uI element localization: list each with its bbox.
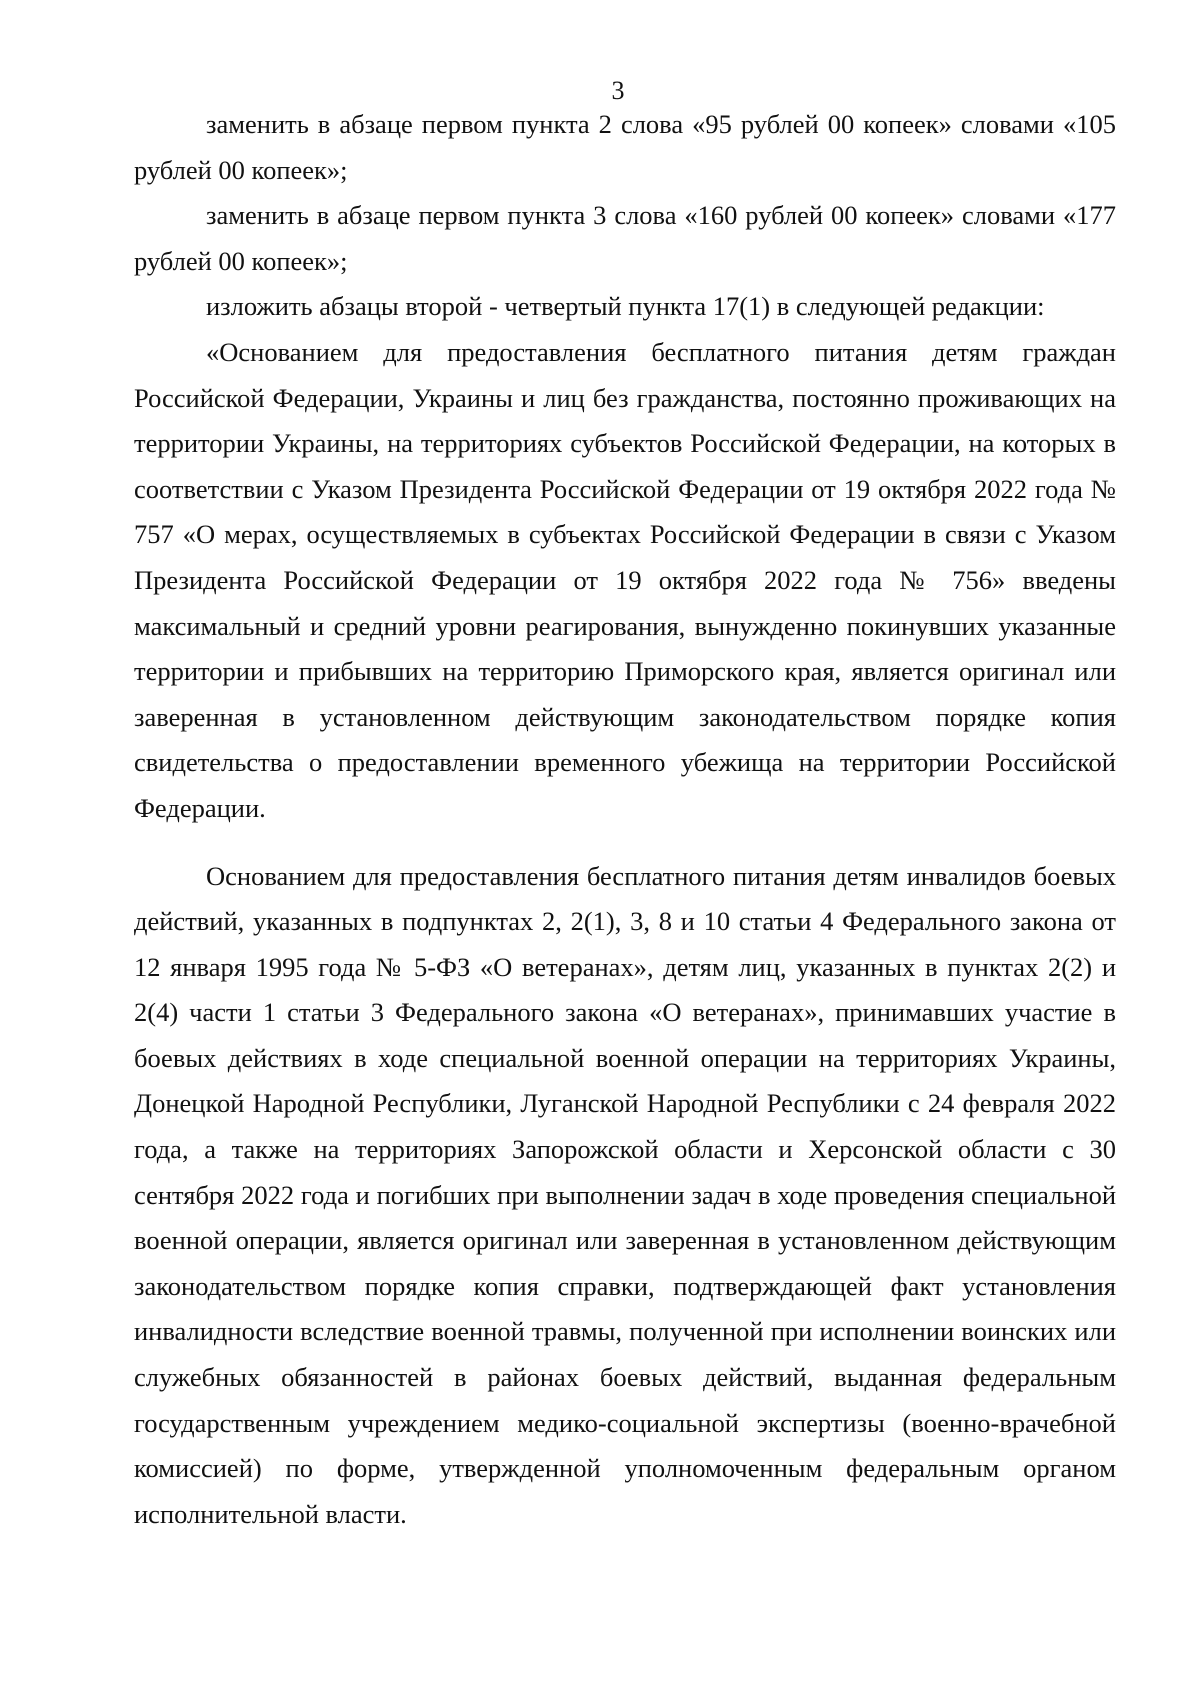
document-body <box>134 102 1116 1537</box>
paragraph-amendment-point-3: заменить в абзаце первом пункта 3 слова «160 рублей 00 копеек» словами «177 рублей 00 копеек»; <box>134 200 1116 276</box>
paragraph-amendment-point-17-1: изложить абзацы второй - четвертый пункта 17(1) в следующей редакции: <box>206 291 1045 322</box>
paragraph-basis-temporary-asylum: «Основанием для предоставления бесплатного питания детям граждан Российской Федерации, Украины и лиц без гражданства, постоянно проживающих на территории Украины, на территориях субъектов Российской Федерации, на которых в соответствии с Указом Президента Российской Федерации от 19 октября 2022 года № 757 «О мерах, осуществляемых в субъектах Российской Федерации в связи с Указом Президента Российской Федерации от 19 октября 2022 года № 756» введены максимальный и средний уровни реагирования, вынужденно покинувших указанные территории и прибывших на территорию Приморского края, является оригинал или заверенная в установленном действующим законодательством порядке копия свидетельства о предоставлении временного убежища на территории Российской Федерации. <box>134 336 1116 823</box>
page-number: 3 <box>611 76 625 105</box>
paragraph-basis-veterans: Основанием для предоставления бесплатного питания детям инвалидов боевых действий, указанных в подпунктах 2, 2(1), 3, 8 и 10 статьи 4 Федерального закона от 12 января 1995 года № 5-ФЗ «О ветеранах», детям лиц, указанных в пунктах 2(2) и 2(4) части 1 статьи 3 Федерального закона «О ветеранах», принимавших участие в боевых действиях в ходе специальной военной операции на территориях Украины, Донецкой Народной Республики, Луганской Народной Республики с 24 февраля 2022 года, а также на территориях Запорожской области и Херсонской области с 30 сентября 2022 года и погибших при выполнении задач в ходе проведения специальной военной операции, является оригинал или заверенная в установленном действующим законодательством порядке копия справки, подтверждающей факт установления инвалидности вследствие военной травмы, полученной при исполнении воинских или служебных обязанностей в районах боевых действий, выданная федеральным государственным учреждением медико-социальной экспертизы (военно-врачебной комиссией) по форме, утвержденной уполномоченным федеральным органом исполнительной власти. <box>134 860 1116 1529</box>
paragraph-amendment-point-2: заменить в абзаце первом пункта 2 слова «95 рублей 00 копеек» словами «105 рублей 00 копеек»; <box>134 109 1116 185</box>
